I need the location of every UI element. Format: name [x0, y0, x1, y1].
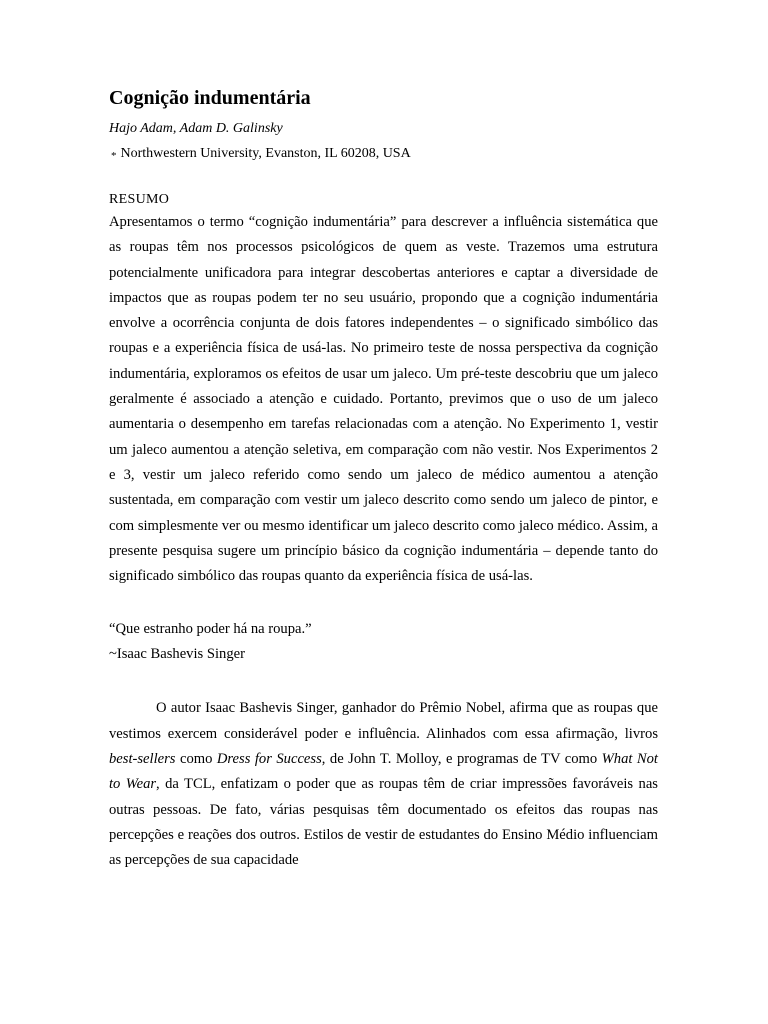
- paper-title: Cognição indumentária: [109, 87, 311, 109]
- body-text-segment: O autor Isaac Bashevis Singer, ganhador do Prêmio Nobel, afirma que as roupas que vestimos exercem considerável poder e influência. Alinhados com essa afirmação, livros: [109, 700, 658, 742]
- epigraph: [109, 617, 658, 667]
- epigraph-quote: “Que estranho poder há na roupa.”: [109, 621, 312, 638]
- affiliation-line: [109, 144, 658, 164]
- body-show-title: What Not to Wear: [109, 751, 658, 793]
- body-paragraph: [109, 696, 658, 873]
- document-page: [109, 84, 658, 888]
- body-text-segment: como: [175, 751, 217, 768]
- abstract-paragraph: Apresentamos o termo “cognição indumentária” para descrever a influência sistemática que as roupas têm nos processos psicológicos de quem as veste. Trazemos uma estrutura potencialmente unificadora para integrar descobertas anteriores e captar a diversidade de impactos que as roupas podem ter no seu usuário, propondo que a cognição indumentária envolve a ocorrência conjunta de dois fatores independentes – o significado simbólico das roupas e a experiência física de usá-las. No primeiro teste de nossa perspectiva da cognição indumentária, exploramos os efeitos de usar um jaleco. Um pré-teste descobriu que um jaleco geralmente é associado a atenção e cuidado. Portanto, previmos que o uso de um jaleco aumentaria o desempenho em tarefas relacionadas com a atenção. No Experimento 1, vestir um jaleco aumentou a atenção seletiva, em comparação com não vestir. Nos Experimentos 2 e 3, vestir um jaleco referido como sendo um jaleco de médico aumentou a atenção sustentada, em comparação com vestir um jaleco descrito como sendo um jaleco de pintor, e com simplesmente ver ou mesmo identificar um jaleco descrito como jaleco médico. Assim, a presente pesquisa sugere um princípio básico da cognição indumentária – depende tanto do significado simbólico das roupas quanto da experiência física de usá-las.: [109, 214, 658, 585]
- affiliation-text: Northwestern University, Evanston, IL 60208, USA: [120, 146, 411, 161]
- epigraph-attribution: ~Isaac Bashevis Singer: [109, 646, 245, 663]
- body-book-title: Dress for Success: [216, 751, 322, 768]
- author-list: Hajo Adam, Adam D. Galinsky: [109, 121, 283, 136]
- body-italic-term: best-sellers: [109, 751, 176, 768]
- affiliation-marker: *: [111, 150, 117, 162]
- body-text-segment: , de John T. Molloy, e programas de TV como: [321, 751, 602, 768]
- body-text-segment: , da TCL, enfatizam o poder que as roupas têm de criar impressões favoráveis nas outras pessoas. De fato, várias pesquisas têm documentado os efeitos das roupas nas percepções e reações dos outros. Estilos de vestir de estudantes do Ensino Médio influenciam as percepções de sua capacidade: [109, 776, 658, 869]
- abstract-heading: RESUMO: [109, 192, 170, 207]
